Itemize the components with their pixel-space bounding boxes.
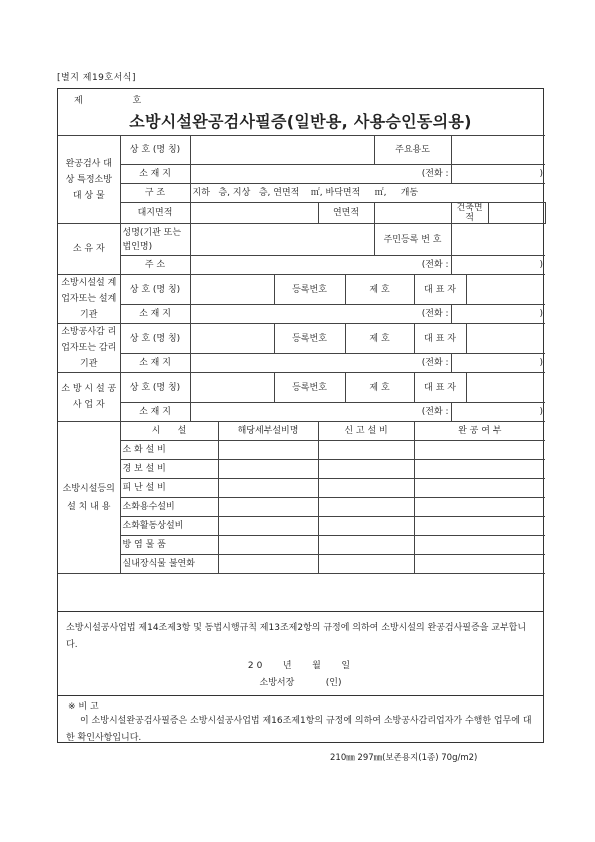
reported-field[interactable] xyxy=(318,479,414,498)
supervisor-trade-name-label: 상 호 (명 칭) xyxy=(120,324,190,354)
install-section-label: 소방시설등의 설 치 내 용 xyxy=(58,422,120,574)
phone-label: (전화 : xyxy=(421,358,449,368)
target-phone-field[interactable] xyxy=(451,165,545,184)
designer-reg-no-label: 등록번호 xyxy=(274,275,345,305)
structure-field[interactable]: 지하 층, 지상 층, 연면적 ㎡, 바닥면적 ㎡, 개동 xyxy=(190,184,545,203)
detail-field[interactable] xyxy=(218,536,318,555)
target-trade-name-field[interactable] xyxy=(190,136,374,165)
supervisor-section-label: 소방공사감 리업자또는 감리기관 xyxy=(58,324,120,373)
total-floor-area-label: 연면적 xyxy=(318,203,374,224)
designer-reg-no-field[interactable]: 제 호 xyxy=(345,275,414,305)
supervisor-phone-field[interactable] xyxy=(451,354,545,373)
reported-field[interactable] xyxy=(318,441,414,460)
phone-label: (전화 : xyxy=(421,169,449,179)
total-floor-area-field[interactable] xyxy=(374,203,451,224)
site-area-label: 대지면적 xyxy=(120,203,190,224)
completed-field[interactable] xyxy=(414,441,545,460)
supervisor-reg-no-field[interactable]: 제 호 xyxy=(345,324,414,354)
table-row xyxy=(58,536,545,555)
issuance-statement xyxy=(58,611,543,696)
contractor-rep-label: 대 표 자 xyxy=(414,373,466,403)
doc-no-suffix: 호 xyxy=(132,96,142,106)
contractor-location-field[interactable] xyxy=(190,403,451,422)
install-row-label: 방 염 물 품 xyxy=(120,536,218,555)
designer-phone-field[interactable] xyxy=(451,305,545,324)
contractor-location-label: 소 재 지 xyxy=(120,403,190,422)
supervisor-rep-field[interactable] xyxy=(466,324,545,354)
completed-field[interactable] xyxy=(414,479,545,498)
detail-field[interactable] xyxy=(218,517,318,536)
owner-phone-field[interactable] xyxy=(451,256,545,275)
install-header-completed: 완 공 여 부 xyxy=(414,422,545,441)
contractor-section-label: 소 방 시 설 공 사 업 자 xyxy=(58,373,120,422)
contractor-trade-name-field[interactable] xyxy=(190,373,274,403)
reported-field[interactable] xyxy=(318,498,414,517)
close-paren: ) xyxy=(539,407,544,417)
target-location-field[interactable] xyxy=(190,165,451,184)
completed-field[interactable] xyxy=(414,498,545,517)
issuer-signature: 소방서장 (인) xyxy=(259,678,342,688)
install-header-reported: 신 고 설 비 xyxy=(318,422,414,441)
form-number: [별지 제19호서식] xyxy=(57,73,136,83)
form-table xyxy=(58,135,545,574)
designer-rep-field[interactable] xyxy=(466,275,545,305)
install-row-label: 소화활동상설비 xyxy=(120,517,218,536)
install-header-detail: 해당세부설비명 xyxy=(218,422,318,441)
contractor-phone-field[interactable] xyxy=(451,403,545,422)
main-use-field[interactable] xyxy=(451,136,545,165)
detail-field[interactable] xyxy=(218,479,318,498)
resident-no-label: 주민등록 번 호 xyxy=(374,224,451,256)
close-paren: ) xyxy=(539,260,544,270)
close-paren: ) xyxy=(539,169,544,179)
reported-field[interactable] xyxy=(318,536,414,555)
target-location-label: 소 재 지 xyxy=(120,165,190,184)
table-row xyxy=(58,498,545,517)
document-number xyxy=(74,93,141,106)
title-area xyxy=(58,89,543,136)
table-row xyxy=(58,479,545,498)
table-row xyxy=(58,517,545,536)
structure-label: 구 조 xyxy=(120,184,190,203)
building-area-label: 건축면적 xyxy=(451,203,488,224)
completed-field[interactable] xyxy=(414,536,545,555)
issue-date: 20 년 월 일 xyxy=(247,661,354,671)
contractor-rep-field[interactable] xyxy=(466,373,545,403)
completed-field[interactable] xyxy=(414,555,545,574)
target-trade-name-label: 상 호 (명 칭) xyxy=(120,136,190,165)
page-title: 소방시설완공검사필증(일반용, 사용승인동의용) xyxy=(129,112,472,131)
main-use-label: 주요용도 xyxy=(374,136,451,165)
close-paren: ) xyxy=(539,358,544,368)
install-row-label: 경 보 설 비 xyxy=(120,460,218,479)
close-paren: ) xyxy=(539,309,544,319)
install-row-label: 소화용수설비 xyxy=(120,498,218,517)
designer-trade-name-field[interactable] xyxy=(190,275,274,305)
owner-address-field[interactable] xyxy=(190,256,451,275)
phone-label: (전화 : xyxy=(421,260,449,270)
install-header-facility: 시 설 xyxy=(120,422,218,441)
remarks xyxy=(58,696,543,742)
detail-field[interactable] xyxy=(218,441,318,460)
completed-field[interactable] xyxy=(414,460,545,479)
table-row xyxy=(58,441,545,460)
remarks-text: 이 소방시설완공검사필증은 소방시설공사업법 제16조제1항의 규정에 의하여 소방공사감리업자가 수행한 업무에 대한 확인사항입니다. xyxy=(66,716,532,743)
contractor-reg-no-label: 등록번호 xyxy=(274,373,345,403)
designer-location-label: 소 재 지 xyxy=(120,305,190,324)
contractor-trade-name-label: 상 호 (명 칭) xyxy=(120,373,190,403)
supervisor-rep-label: 대 표 자 xyxy=(414,324,466,354)
owner-address-label: 주 소 xyxy=(120,256,190,275)
reported-field[interactable] xyxy=(318,555,414,574)
table-row xyxy=(58,460,545,479)
phone-label: (전화 : xyxy=(421,407,449,417)
install-row-label: 소 화 설 비 xyxy=(120,441,218,460)
designer-section-label: 소방시설설 계업자또는 설계기관 xyxy=(58,275,120,324)
resident-no-field[interactable] xyxy=(451,224,545,256)
detail-field[interactable] xyxy=(218,460,318,479)
supervisor-trade-name-field[interactable] xyxy=(190,324,274,354)
supervisor-location-field[interactable] xyxy=(190,354,451,373)
building-area-field[interactable] xyxy=(488,203,545,224)
reported-field[interactable] xyxy=(318,460,414,479)
owner-name-label: 성명(기관 또는법인명) xyxy=(120,224,190,256)
reported-field[interactable] xyxy=(318,517,414,536)
detail-field[interactable] xyxy=(218,555,318,574)
phone-label: (전화 : xyxy=(421,309,449,319)
table-row xyxy=(58,555,545,574)
designer-rep-label: 대 표 자 xyxy=(414,275,466,305)
statement-text: 소방시설공사업법 제14조제3항 및 동법시행규칙 제13조제2항의 규정에 의하여 소방시설의 완공검사필증을 교부합니다. xyxy=(66,623,527,650)
owner-name-field[interactable] xyxy=(190,224,374,256)
completed-field[interactable] xyxy=(414,517,545,536)
supervisor-location-label: 소 재 지 xyxy=(120,354,190,373)
contractor-reg-no-field[interactable]: 제 호 xyxy=(345,373,414,403)
paper-spec: 210㎜ 297㎜(보존용지(1종) 70g/m2) xyxy=(330,753,478,763)
install-row-label: 피 난 설 비 xyxy=(120,479,218,498)
target-section-label: 완공검사 대 상 특정소방 대 상 물 xyxy=(58,136,120,224)
doc-no-prefix: 제 xyxy=(74,96,83,106)
site-area-field[interactable] xyxy=(190,203,318,224)
supervisor-reg-no-label: 등록번호 xyxy=(274,324,345,354)
certificate-form xyxy=(57,88,544,743)
detail-field[interactable] xyxy=(218,498,318,517)
remarks-label: ※ 비 고 xyxy=(68,702,99,712)
designer-location-field[interactable] xyxy=(190,305,451,324)
owner-section-label: 소 유 자 xyxy=(58,224,120,275)
install-row-label: 실내장식물 불연화 xyxy=(120,555,218,574)
designer-trade-name-label: 상 호 (명 칭) xyxy=(120,275,190,305)
